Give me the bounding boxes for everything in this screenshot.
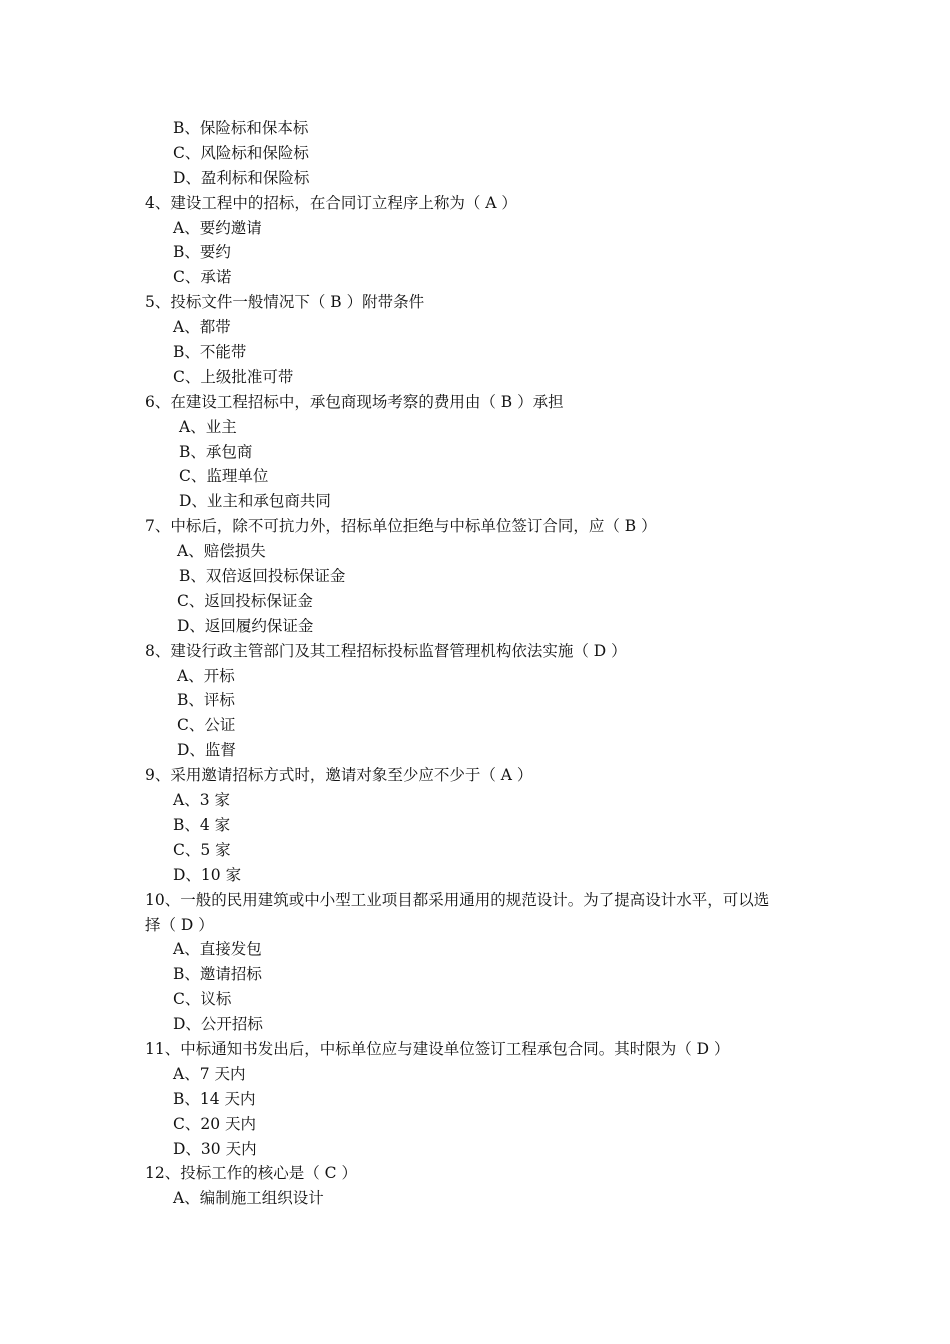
question-line: 12、投标工作的核心是（ C ） [145,1164,357,1183]
option-line: A、直接发包 [173,940,262,959]
question-line: 7、中标后，除不可抗力外，招标单位拒绝与中标单位签订合同，应（ B ） [145,517,657,536]
option-line: A、要约邀请 [173,218,262,237]
option-line: A、7 天内 [173,1064,246,1083]
question-line-continuation: 择（ D ） [145,915,214,934]
option-line: B、要约 [173,243,231,262]
option-line: D、10 家 [173,865,242,884]
option-line: A、编制施工组织设计 [173,1189,324,1208]
question-line: 11、中标通知书发出后，中标单位应与建设单位签订工程承包合同。其时限为（ D ） [145,1039,730,1058]
option-line: A、都带 [173,318,231,337]
question-line: 9、采用邀请招标方式时，邀请对象至少应不少于（ A ） [145,766,533,785]
question-list [145,116,825,1211]
option-line: D、盈利标和保险标 [173,168,310,187]
question-line: 5、投标文件一般情况下（ B ）附带条件 [145,293,425,312]
option-line: C、议标 [173,990,232,1009]
question-line: 4、建设工程中的招标，在合同订立程序上称为（ A ） [145,193,517,212]
option-line: D、30 天内 [173,1139,257,1158]
option-line: D、公开招标 [173,1015,263,1034]
option-line: C、承诺 [173,268,232,287]
option-line: B、双倍返回投标保证金 [179,567,346,586]
option-line: C、20 天内 [173,1114,257,1133]
option-line: B、不能带 [173,343,247,362]
option-line: B、保险标和保本标 [173,119,309,137]
option-line: C、公证 [177,716,236,735]
option-line: B、评标 [177,691,235,710]
option-line: A、开标 [177,666,235,685]
option-line: C、5 家 [173,840,231,859]
option-line: B、4 家 [173,815,231,834]
option-line: B、邀请招标 [173,965,262,984]
option-line: A、赔偿损失 [177,542,266,561]
option-line: A、3 家 [173,791,230,810]
question-line: 6、在建设工程招标中，承包商现场考察的费用由（ B ）承担 [145,392,564,411]
option-line: B、14 天内 [173,1089,256,1108]
option-line: D、业主和承包商共同 [179,492,331,511]
option-line: B、承包商 [179,442,253,461]
option-line: C、风险标和保险标 [173,143,309,162]
option-line: A、业主 [179,417,237,436]
option-line: C、监理单位 [179,467,269,486]
question-line: 10、一般的民用建筑或中小型工业项目都采用通用的规范设计。为了提高设计水平，可以选 [145,890,770,909]
question-line: 8、建设行政主管部门及其工程招标投标监督管理机构依法实施（ D ） [145,641,627,660]
option-line: C、返回投标保证金 [177,591,313,610]
option-line: C、上级批准可带 [173,367,294,386]
option-line: D、监督 [177,741,236,760]
option-line: D、返回履约保证金 [177,616,314,635]
